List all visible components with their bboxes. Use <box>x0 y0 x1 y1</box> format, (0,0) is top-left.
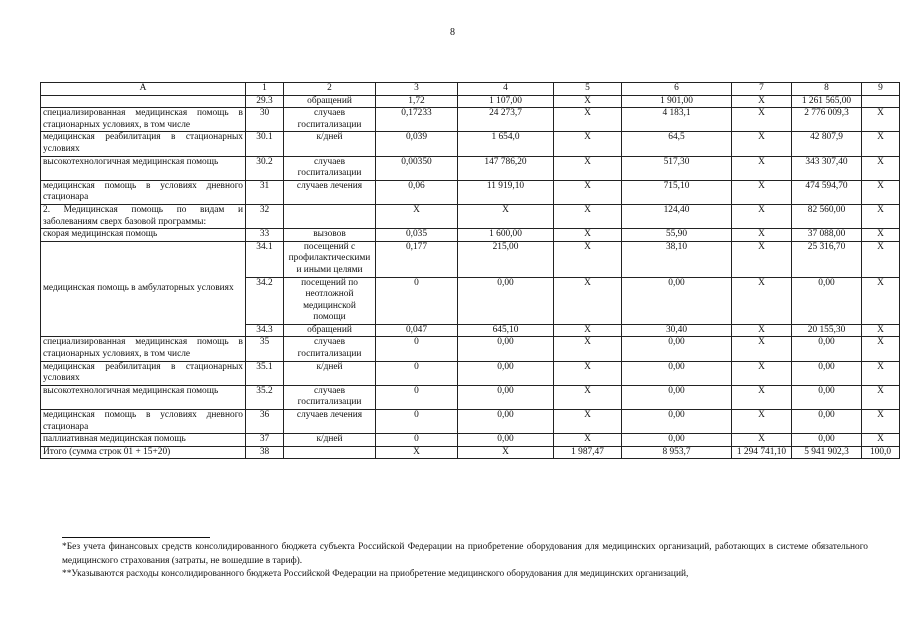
cell-col-7: X <box>732 241 792 277</box>
cell-col-7: X <box>732 361 792 385</box>
cell-col-9: X <box>862 361 900 385</box>
table-row <box>41 337 900 361</box>
table-row <box>41 361 900 385</box>
table-row <box>41 446 900 459</box>
cell-col-6: 0,00 <box>622 410 732 434</box>
cell-col-5: X <box>554 156 622 180</box>
cell-code: 34.1 <box>246 241 284 277</box>
cell-col-4: X <box>458 204 554 228</box>
cell-col-8: 0,00 <box>792 434 862 447</box>
cell-col-6: 38,10 <box>622 241 732 277</box>
cell-col-5: X <box>554 337 622 361</box>
cell-code: 33 <box>246 229 284 242</box>
cell-col-5: X <box>554 204 622 228</box>
cell-col-6: 0,00 <box>622 385 732 409</box>
cell-col-4: 0,00 <box>458 277 554 324</box>
cell-col-7: X <box>732 180 792 204</box>
cell-col-6: 64,5 <box>622 132 732 156</box>
cell-code: 31 <box>246 180 284 204</box>
cell-col-8: 0,00 <box>792 277 862 324</box>
cell-col-5: X <box>554 241 622 277</box>
cell-col-9: X <box>862 410 900 434</box>
table-row <box>41 385 900 409</box>
cell-code: 38 <box>246 446 284 459</box>
cell-col-6: 55,90 <box>622 229 732 242</box>
cell-col-5: X <box>554 180 622 204</box>
header-cell-2: 2 <box>284 83 376 96</box>
cell-col-8: 25 316,70 <box>792 241 862 277</box>
row-name-cell: медицинская помощь в условиях дневного стационара <box>41 180 246 204</box>
table-row <box>41 108 900 132</box>
cell-col-8: 2 776 009,3 <box>792 108 862 132</box>
cell-col-4: 215,00 <box>458 241 554 277</box>
cell-col-4: 1 107,00 <box>458 95 554 108</box>
cell-unit: случаев госпитализации <box>284 108 376 132</box>
cell-code: 35.1 <box>246 361 284 385</box>
cell-col-4: 1 600,00 <box>458 229 554 242</box>
table-row <box>41 241 900 277</box>
row-name-cell: медицинская помощь в амбулаторных условиях <box>41 241 246 337</box>
cell-col-7: X <box>732 229 792 242</box>
cell-col-4: 0,00 <box>458 337 554 361</box>
cell-col-8: 42 807,9 <box>792 132 862 156</box>
row-name-cell <box>41 95 246 108</box>
cell-col-3: 0 <box>376 277 458 324</box>
cell-unit: случаев лечения <box>284 180 376 204</box>
row-name-cell: 2. Медицинская помощь по видам и заболеваниям сверх базовой программы: <box>41 204 246 228</box>
cell-col-5: X <box>554 361 622 385</box>
cell-col-9: X <box>862 277 900 324</box>
table-row <box>41 434 900 447</box>
row-name-cell: медицинская реабилитация в стационарных условиях <box>41 132 246 156</box>
cell-col-3: 1,72 <box>376 95 458 108</box>
cell-col-8: 0,00 <box>792 361 862 385</box>
cell-col-3: 0,177 <box>376 241 458 277</box>
cell-col-9: X <box>862 180 900 204</box>
table-row <box>41 156 900 180</box>
table-row <box>41 410 900 434</box>
cell-col-8: 1 261 565,00 <box>792 95 862 108</box>
footnote-rule <box>62 537 210 538</box>
cell-code: 35 <box>246 337 284 361</box>
cell-col-8: 37 088,00 <box>792 229 862 242</box>
cell-col-4: 0,00 <box>458 361 554 385</box>
row-name-cell: паллиативная медицинская помощь <box>41 434 246 447</box>
cell-col-8: 82 560,00 <box>792 204 862 228</box>
cell-col-4: 24 273,7 <box>458 108 554 132</box>
cell-col-5: X <box>554 108 622 132</box>
cell-col-7: X <box>732 324 792 337</box>
cell-col-4: 1 654,0 <box>458 132 554 156</box>
cell-col-9: X <box>862 337 900 361</box>
header-cell-4: 4 <box>458 83 554 96</box>
table-row <box>41 132 900 156</box>
cell-col-6: 0,00 <box>622 337 732 361</box>
cell-unit <box>284 204 376 228</box>
cell-code: 29.3 <box>246 95 284 108</box>
header-cell-9: 9 <box>862 83 900 96</box>
cell-col-9: X <box>862 108 900 132</box>
cell-col-3: 0 <box>376 434 458 447</box>
cell-col-9: X <box>862 229 900 242</box>
cell-col-6: 0,00 <box>622 277 732 324</box>
cell-col-8: 5 941 902,3 <box>792 446 862 459</box>
cell-col-5: X <box>554 410 622 434</box>
cell-col-7: X <box>732 204 792 228</box>
cell-col-9: X <box>862 324 900 337</box>
cell-col-4: 645,10 <box>458 324 554 337</box>
table-row <box>41 229 900 242</box>
cell-col-3: 0,039 <box>376 132 458 156</box>
cell-col-9: 100,0 <box>862 446 900 459</box>
cell-col-7: X <box>732 95 792 108</box>
cell-col-4: 147 786,20 <box>458 156 554 180</box>
cell-unit: к/дней <box>284 434 376 447</box>
cell-code: 32 <box>246 204 284 228</box>
cell-col-8: 0,00 <box>792 385 862 409</box>
cell-col-7: X <box>732 337 792 361</box>
row-name-cell: скорая медицинская помощь <box>41 229 246 242</box>
cell-col-8: 0,00 <box>792 337 862 361</box>
cell-col-8: 474 594,70 <box>792 180 862 204</box>
cell-col-6: 517,30 <box>622 156 732 180</box>
cell-col-9: X <box>862 156 900 180</box>
cell-unit <box>284 446 376 459</box>
cell-col-6: 4 183,1 <box>622 108 732 132</box>
cell-col-6: 0,00 <box>622 434 732 447</box>
row-name-cell: высокотехнологичная медицинская помощь <box>41 385 246 409</box>
cell-col-9: X <box>862 132 900 156</box>
cell-code: 30.2 <box>246 156 284 180</box>
cell-col-3: 0,00350 <box>376 156 458 180</box>
cell-col-7: X <box>732 385 792 409</box>
header-cell-3: 3 <box>376 83 458 96</box>
cell-col-7: X <box>732 108 792 132</box>
page-number: 8 <box>450 27 455 38</box>
header-cell-8: 8 <box>792 83 862 96</box>
cell-col-7: X <box>732 277 792 324</box>
financing-table <box>40 82 900 459</box>
cell-code: 37 <box>246 434 284 447</box>
header-cell-1: 1 <box>246 83 284 96</box>
cell-col-7: X <box>732 132 792 156</box>
cell-col-8: 343 307,40 <box>792 156 862 180</box>
cell-code: 36 <box>246 410 284 434</box>
row-name-cell: высокотехнологичная медицинская помощь <box>41 156 246 180</box>
cell-col-6: 124,40 <box>622 204 732 228</box>
header-cell-6: 6 <box>622 83 732 96</box>
cell-col-6: 715,10 <box>622 180 732 204</box>
cell-col-4: 0,00 <box>458 434 554 447</box>
cell-unit: посещений по неотложной медицинской помощи <box>284 277 376 324</box>
table-row <box>41 95 900 108</box>
row-name-cell: Итого (сумма строк 01 + 15+20) <box>41 446 246 459</box>
cell-unit: посещений с профилактическими и иными целями <box>284 241 376 277</box>
cell-col-6: 30,40 <box>622 324 732 337</box>
header-cell-7: 7 <box>732 83 792 96</box>
cell-col-6: 0,00 <box>622 361 732 385</box>
cell-col-5: X <box>554 324 622 337</box>
cell-col-9: X <box>862 434 900 447</box>
cell-col-5: 1 987,47 <box>554 446 622 459</box>
cell-code: 34.3 <box>246 324 284 337</box>
cell-col-9: X <box>862 241 900 277</box>
header-row <box>41 83 900 96</box>
cell-code: 34.2 <box>246 277 284 324</box>
cell-col-5: X <box>554 385 622 409</box>
cell-unit: случаев лечения <box>284 410 376 434</box>
cell-col-8: 20 155,30 <box>792 324 862 337</box>
cell-col-5: X <box>554 277 622 324</box>
cell-code: 35.2 <box>246 385 284 409</box>
cell-col-3: X <box>376 446 458 459</box>
cell-col-7: X <box>732 156 792 180</box>
cell-code: 30.1 <box>246 132 284 156</box>
footnote-2: **Указываются расходы консолидированного бюджета Российской Федерации на приобретение медицинского оборудования для медицинских организаций, <box>62 569 689 579</box>
header-cell-a: А <box>41 83 246 96</box>
cell-col-3: 0,035 <box>376 229 458 242</box>
row-name-cell: специализированная медицинская помощь в стационарных условиях, в том числе <box>41 108 246 132</box>
cell-col-5: X <box>554 434 622 447</box>
cell-col-9: X <box>862 204 900 228</box>
cell-unit: к/дней <box>284 132 376 156</box>
cell-col-6: 8 953,7 <box>622 446 732 459</box>
footnotes <box>62 541 868 582</box>
row-name-cell: специализированная медицинская помощь в стационарных условиях, в том числе <box>41 337 246 361</box>
cell-col-3: 0,17233 <box>376 108 458 132</box>
cell-col-7: X <box>732 410 792 434</box>
cell-unit: вызовов <box>284 229 376 242</box>
cell-col-9 <box>862 95 900 108</box>
cell-unit: случаев госпитализации <box>284 337 376 361</box>
row-name-cell: медицинская реабилитация в стационарных условиях <box>41 361 246 385</box>
cell-unit: обращений <box>284 95 376 108</box>
row-name-cell: медицинская помощь в условиях дневного стационара <box>41 410 246 434</box>
cell-col-4: 0,00 <box>458 410 554 434</box>
cell-col-4: 11 919,10 <box>458 180 554 204</box>
cell-col-3: 0 <box>376 385 458 409</box>
cell-col-5: X <box>554 132 622 156</box>
footnote-1: *Без учета финансовых средств консолидированного бюджета субъекта Российской Федерации на приобретение оборудования для медицинских организаций, работающих в системе обязательного медицинского страхования (затраты, не вошедшие в тариф). <box>62 542 868 566</box>
cell-col-6: 1 901,00 <box>622 95 732 108</box>
table-row <box>41 204 900 228</box>
cell-unit: случаев госпитализации <box>284 156 376 180</box>
cell-col-9: X <box>862 385 900 409</box>
cell-col-7: X <box>732 434 792 447</box>
cell-col-3: 0 <box>376 410 458 434</box>
cell-unit: обращений <box>284 324 376 337</box>
cell-col-3: X <box>376 204 458 228</box>
cell-col-3: 0,047 <box>376 324 458 337</box>
table-row <box>41 180 900 204</box>
cell-col-5: X <box>554 95 622 108</box>
cell-col-8: 0,00 <box>792 410 862 434</box>
cell-code: 30 <box>246 108 284 132</box>
cell-col-4: 0,00 <box>458 385 554 409</box>
cell-col-4: X <box>458 446 554 459</box>
cell-col-3: 0 <box>376 337 458 361</box>
cell-col-5: X <box>554 229 622 242</box>
header-cell-5: 5 <box>554 83 622 96</box>
cell-col-7: 1 294 741,10 <box>732 446 792 459</box>
cell-unit: случаев госпитализации <box>284 385 376 409</box>
cell-col-3: 0 <box>376 361 458 385</box>
cell-unit: к/дней <box>284 361 376 385</box>
cell-col-3: 0,06 <box>376 180 458 204</box>
